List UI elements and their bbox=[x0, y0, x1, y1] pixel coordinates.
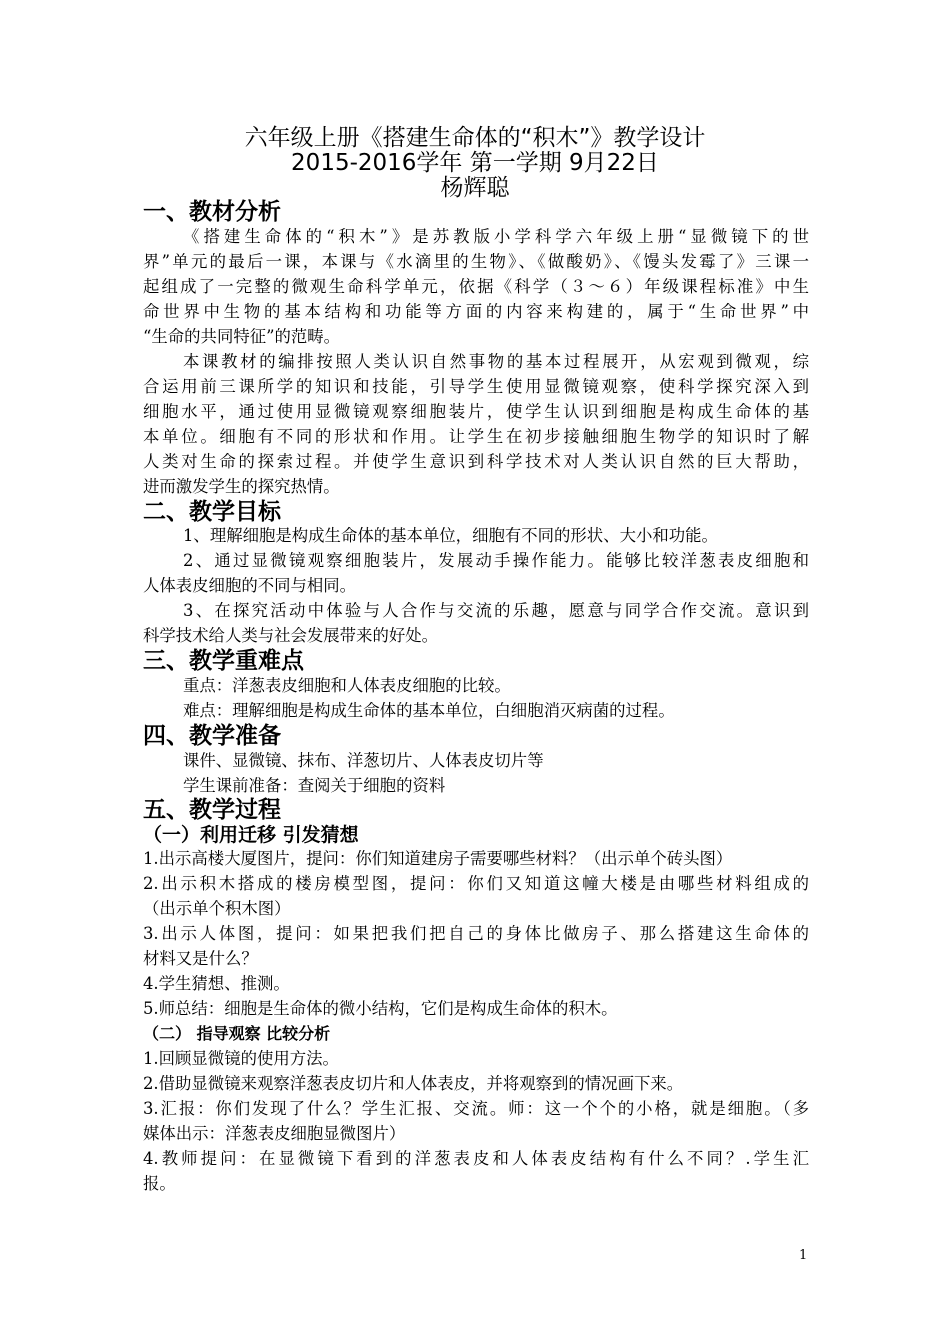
list-item: 5.师总结：细胞是生命体的微小结构，它们是构成生命体的积木。 bbox=[143, 999, 618, 1018]
paragraph-line: 细胞水平，通过使用显微镜观察细胞装片，使学生认识到细胞是构成生命体的基 bbox=[143, 402, 809, 421]
list-item: 1.出示高楼大厦图片，提问：你们知道建房子需要哪些材料？（出示单个砖头图） bbox=[143, 849, 733, 868]
section-heading-preparation: 四、教学准备 bbox=[143, 723, 281, 749]
list-item: 报。 bbox=[143, 1174, 176, 1193]
section-heading-teaching-process: 五、教学过程 bbox=[143, 797, 281, 823]
subsection-heading: （一）利用迁移 引发猜想 bbox=[143, 824, 359, 846]
paragraph-line: 难点：理解细胞是构成生命体的基本单位，白细胞消灭病菌的过程。 bbox=[183, 701, 675, 720]
paragraph-line: 科学技术给人类与社会发展带来的好处。 bbox=[143, 626, 439, 645]
paragraph-line: 本单位。细胞有不同的形状和作用。让学生在初步接触细胞生物学的知识时了解 bbox=[143, 427, 809, 446]
paragraph-line: 命世界中生物的基本结构和功能等方面的内容来构建的，属于“生命世界”中 bbox=[143, 302, 809, 321]
paragraph-line: “生命的共同特征”的范畴。 bbox=[143, 327, 341, 346]
paragraph-line: 2、通过显微镜观察细胞装片，发展动手操作能力。能够比较洋葱表皮细胞和 bbox=[183, 551, 809, 570]
paragraph-line: 人体表皮细胞的不同与相同。 bbox=[143, 576, 357, 595]
list-item: 3.出示人体图，提问：如果把我们把自己的身体比做房子、那么搭建这生命体的 bbox=[143, 924, 809, 943]
list-item: 2.借助显微镜来观察洋葱表皮切片和人体表皮，并将观察到的情况画下来。 bbox=[143, 1074, 684, 1093]
list-item: 4.教师提问：在显微镜下看到的洋葱表皮和人体表皮结构有什么不同？.学生汇 bbox=[143, 1149, 809, 1168]
paragraph-line: 本课教材的编排按照人类认识自然事物的基本过程展开，从宏观到微观，综 bbox=[183, 352, 809, 371]
paragraph-line: 界”单元的最后一课，本课与《水滴里的生物》、《做酸奶》、《馒头发霉了》三课一 bbox=[143, 252, 809, 271]
paragraph-line: 合运用前三课所学的知识和技能，引导学生使用显微镜观察，使科学探究深入到 bbox=[143, 377, 809, 396]
paragraph-line: 《搭建生命体的“积木”》是苏教版小学科学六年级上册“显微镜下的世 bbox=[183, 227, 809, 246]
paragraph-line: 课件、显微镜、抹布、洋葱切片、人体表皮切片等 bbox=[183, 751, 544, 770]
author-name: 杨辉聪 bbox=[440, 175, 510, 201]
paragraph-line: 人类对生命的探索过程。并使学生意识到科学技术对人类认识自然的巨大帮助， bbox=[143, 452, 809, 471]
paragraph-line: 学生课前准备：查阅关于细胞的资料 bbox=[183, 776, 446, 795]
section-heading-textbook-analysis: 一、教材分析 bbox=[143, 199, 281, 225]
list-item: 4.学生猜想、推测。 bbox=[143, 974, 290, 993]
list-item: （出示单个积木图） bbox=[143, 899, 291, 918]
paragraph-line: 3、在探究活动中体验与人合作与交流的乐趣，愿意与同学合作交流。意识到 bbox=[183, 601, 809, 620]
list-item: 媒体出示：洋葱表皮细胞显微图片） bbox=[143, 1124, 406, 1143]
list-item: 3.汇报：你们发现了什么？学生汇报、交流。师：这一个个的小格，就是细胞。（多 bbox=[143, 1099, 809, 1118]
paragraph-line: 重点：洋葱表皮细胞和人体表皮细胞的比较。 bbox=[183, 676, 511, 695]
date-line: 2015-2016学年 第一学期 9月22日 bbox=[291, 150, 659, 176]
document-title: 六年级上册《搭建生命体的“积木”》教学设计 bbox=[244, 125, 706, 151]
list-item: 1.回顾显微镜的使用方法。 bbox=[143, 1049, 339, 1068]
subsection-heading: （二） 指导观察 比较分析 bbox=[143, 1024, 331, 1043]
list-item: 材料又是什么？ bbox=[143, 949, 258, 968]
list-item: 2.出示积木搭成的楼房模型图，提问：你们又知道这幢大楼是由哪些材料组成的 bbox=[143, 874, 809, 893]
paragraph-line: 起组成了一完整的微观生命科学单元，依据《科学（３～６）年级课程标准》中生 bbox=[143, 277, 809, 296]
section-heading-key-points: 三、教学重难点 bbox=[143, 648, 304, 674]
page-number: 1 bbox=[799, 1248, 808, 1263]
paragraph-line: 进而激发学生的探究热情。 bbox=[143, 477, 340, 496]
section-heading-teaching-goals: 二、教学目标 bbox=[143, 499, 281, 525]
paragraph-line: 1、理解细胞是构成生命体的基本单位，细胞有不同的形状、大小和功能。 bbox=[183, 526, 718, 545]
